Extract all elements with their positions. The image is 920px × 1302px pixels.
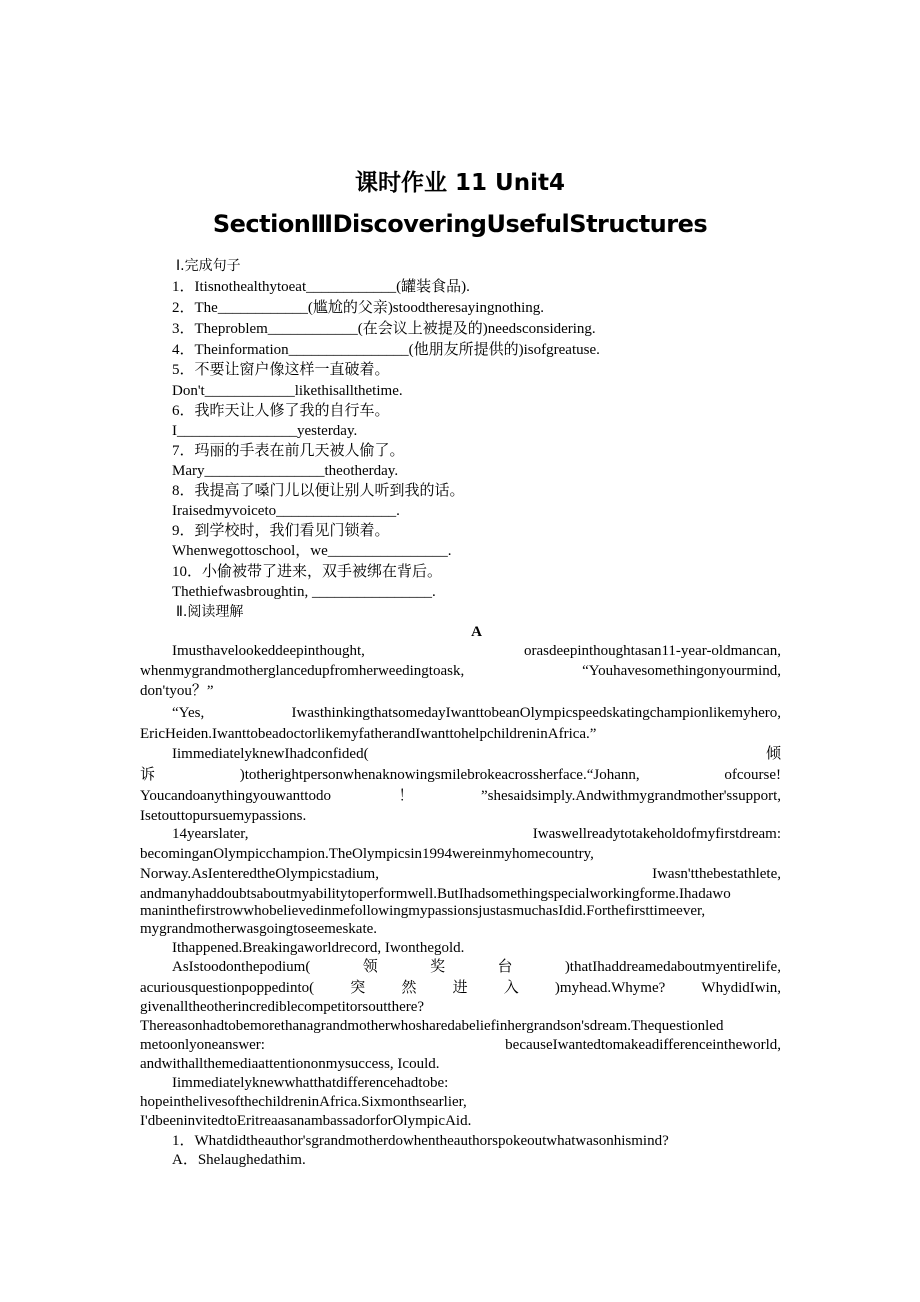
text-segment: 倾 xyxy=(765,746,781,762)
passage-line: Isetouttopursuemypassions. xyxy=(140,808,307,824)
text-segment: 4．Theinformation________________(他朋友所提供的)isofgreatuse. xyxy=(172,342,600,358)
text-segment: becauseIwantedtomakeadifferenceintheworld, xyxy=(505,1037,781,1053)
passage-line xyxy=(140,1036,781,1054)
passage-line: andmanyhaddoubtsaboutmyabilitytoperformwell.ButIhadsomethingspecialworkingforme.Ihadawo xyxy=(140,886,731,902)
passage-line xyxy=(140,979,781,997)
passage-line: maninthefirstrowwhobelievedinmefollowingmypassionsjustasmuchasIdid.Forthefirsttimeever, xyxy=(140,903,706,919)
text-segment: )myhead.Whyme? xyxy=(554,980,666,996)
text-segment: 9．到学校时，我们看见门锁着。 xyxy=(172,523,390,539)
text-segment: )thatIhaddreamedaboutmyentirelife, xyxy=(564,959,781,975)
exercise-line xyxy=(172,341,600,359)
text-segment: AsIstoodonthepodium( xyxy=(172,959,311,975)
text-segment: ”shesaidsimply.Andwithmygrandmother'ssupport, xyxy=(480,788,781,804)
text-segment: acuriousquestionpoppedinto( xyxy=(140,980,315,996)
section-heading: Ⅱ.阅读理解 xyxy=(176,604,244,620)
text-segment: 领 xyxy=(362,959,378,975)
text-segment: Iwaswellreadytotakeholdofmyfirstdream: xyxy=(532,826,781,842)
passage-line: A．Shelaughedathim. xyxy=(172,1152,306,1168)
exercise-line xyxy=(172,462,398,480)
exercise-line xyxy=(172,583,436,601)
passage-line: becominganOlympicchampion.TheOlympicsin1994wereinmyhomecountry, xyxy=(140,846,594,862)
text-segment: 5．不要让窗户像这样一直破着。 xyxy=(172,362,390,378)
exercise-line xyxy=(172,382,403,400)
text-segment: ofcourse! xyxy=(724,767,781,783)
text-segment: Norway.AsIenteredtheOlympicstadium, xyxy=(140,866,379,882)
exercise-line xyxy=(172,422,357,440)
passage-label: A xyxy=(471,624,482,640)
passage-line: hopeinthelivesofthechildreninAfrica.Sixmonthsearlier, xyxy=(140,1094,467,1110)
text-segment: 2．The____________(尴尬的父亲)stoodtheresayingnothing. xyxy=(172,300,545,316)
text-segment: 入 xyxy=(503,980,519,996)
passage-line xyxy=(140,766,781,784)
text-segment: 奖 xyxy=(430,959,446,975)
exercise-line xyxy=(172,542,452,560)
exercise-line xyxy=(172,402,390,420)
text-segment: WhydidIwin, xyxy=(701,980,781,996)
passage-line: 1．Whatdidtheauthor'sgrandmotherdowhentheauthorspokeoutwhatwasonhismind? xyxy=(172,1133,669,1149)
text-segment: “Youhavesomethingonyourmind, xyxy=(582,663,781,679)
text-segment: 诉 xyxy=(140,767,156,783)
text-segment: Imusthavelookeddeepinthought, xyxy=(172,643,365,659)
passage-line: Thereasonhadtobemorethanagrandmotherwhosharedabeliefinhergrandson'sdream.Thequestionled xyxy=(140,1018,724,1034)
text-segment: orasdeepinthoughtasan11-year-oldmancan, xyxy=(524,643,781,659)
text-segment: whenmygrandmotherglancedupfromherweedingtoask, xyxy=(140,663,465,679)
text-segment: 然 xyxy=(401,980,417,996)
passage-line xyxy=(140,662,781,680)
exercise-line xyxy=(172,278,470,296)
exercise-line xyxy=(172,482,465,500)
text-segment: Whenwegottoschool，we________________. xyxy=(172,543,452,559)
text-segment: 10．小偷被带了进来，双手被绑在背后。 xyxy=(172,564,443,580)
text-segment: 进 xyxy=(452,980,468,996)
passage-line xyxy=(172,642,781,660)
passage-line: don'tyou？” xyxy=(140,683,214,699)
passage-line xyxy=(140,787,781,805)
passage-line xyxy=(172,704,781,722)
text-segment: Thethiefwasbroughtin, ________________. xyxy=(172,584,436,600)
text-segment: 7．玛丽的手表在前几天被人偷了。 xyxy=(172,443,405,459)
passage-line: I'dbeeninvitedtoEritreaasanambassadorforOlympicAid. xyxy=(140,1113,472,1129)
passage-line: mygrandmotherwasgoingtoseemeskate. xyxy=(140,921,378,937)
exercise-line xyxy=(172,563,442,581)
text-segment: Youcandoanythingyouwanttodo xyxy=(140,788,331,804)
passage-line xyxy=(140,865,781,883)
page-subtitle: SectionⅢDiscoveringUsefulStructures xyxy=(212,210,708,238)
exercise-line xyxy=(172,361,390,379)
text-segment: 14yearslater, xyxy=(172,826,249,842)
exercise-line xyxy=(172,442,405,460)
passage-line xyxy=(172,745,781,763)
text-segment: 台 xyxy=(497,959,513,975)
passage-line: givenalltheotherincrediblecompetitorsoutthere? xyxy=(140,999,425,1015)
section-heading: Ⅰ.完成句子 xyxy=(176,258,241,274)
page-title: 课时作业 11 Unit4 xyxy=(355,170,565,196)
passage-line: EricHeiden.IwanttobeadoctorlikemyfatherandIwanttohelpchildreninAfrica.” xyxy=(140,726,597,742)
text-segment: 3．Theproblem____________(在会议上被提及的)needsconsidering. xyxy=(172,321,596,337)
exercise-line xyxy=(172,320,596,338)
text-segment: 6．我昨天让人修了我的自行车。 xyxy=(172,403,390,419)
text-segment: Iraisedmyvoiceto________________. xyxy=(172,503,400,519)
text-segment: metoonlyoneanswer: xyxy=(140,1037,265,1053)
text-segment: Mary________________theotherday. xyxy=(172,463,399,479)
text-segment: I________________yesterday. xyxy=(172,423,358,439)
text-segment: )totherightpersonwhenaknowingsmilebrokeacrossherface.“Johann, xyxy=(239,767,640,783)
text-segment: “Yes, xyxy=(172,705,205,721)
passage-line xyxy=(172,825,781,843)
text-segment: Iwasn'tthebestathlete, xyxy=(652,866,781,882)
text-segment: ！ xyxy=(398,788,414,804)
exercise-line xyxy=(172,299,544,317)
text-segment: 突 xyxy=(350,980,366,996)
passage-line: andwithallthemediaattentiononmysuccess, Icould. xyxy=(140,1056,440,1072)
text-segment: IwasthinkingthatsomedayIwanttobeanOlympicspeedskatingchampionlikemyhero, xyxy=(291,705,781,721)
text-segment: Don't____________likethisallthetime. xyxy=(172,383,403,399)
text-segment: 1．Itisnothealthytoeat____________(罐装食品). xyxy=(172,279,470,295)
exercise-line xyxy=(172,522,390,540)
passage-line xyxy=(172,958,781,976)
passage-line: Ithappened.Breakingaworldrecord, Iwonthegold. xyxy=(172,940,465,956)
exercise-line xyxy=(172,502,400,520)
text-segment: IimmediatelyknewIhadconfided( xyxy=(172,746,369,762)
passage-line: Iimmediatelyknewwhatthatdifferencehadtobe: xyxy=(172,1075,449,1091)
text-segment: 8．我提高了嗓门儿以便让别人听到我的话。 xyxy=(172,483,465,499)
